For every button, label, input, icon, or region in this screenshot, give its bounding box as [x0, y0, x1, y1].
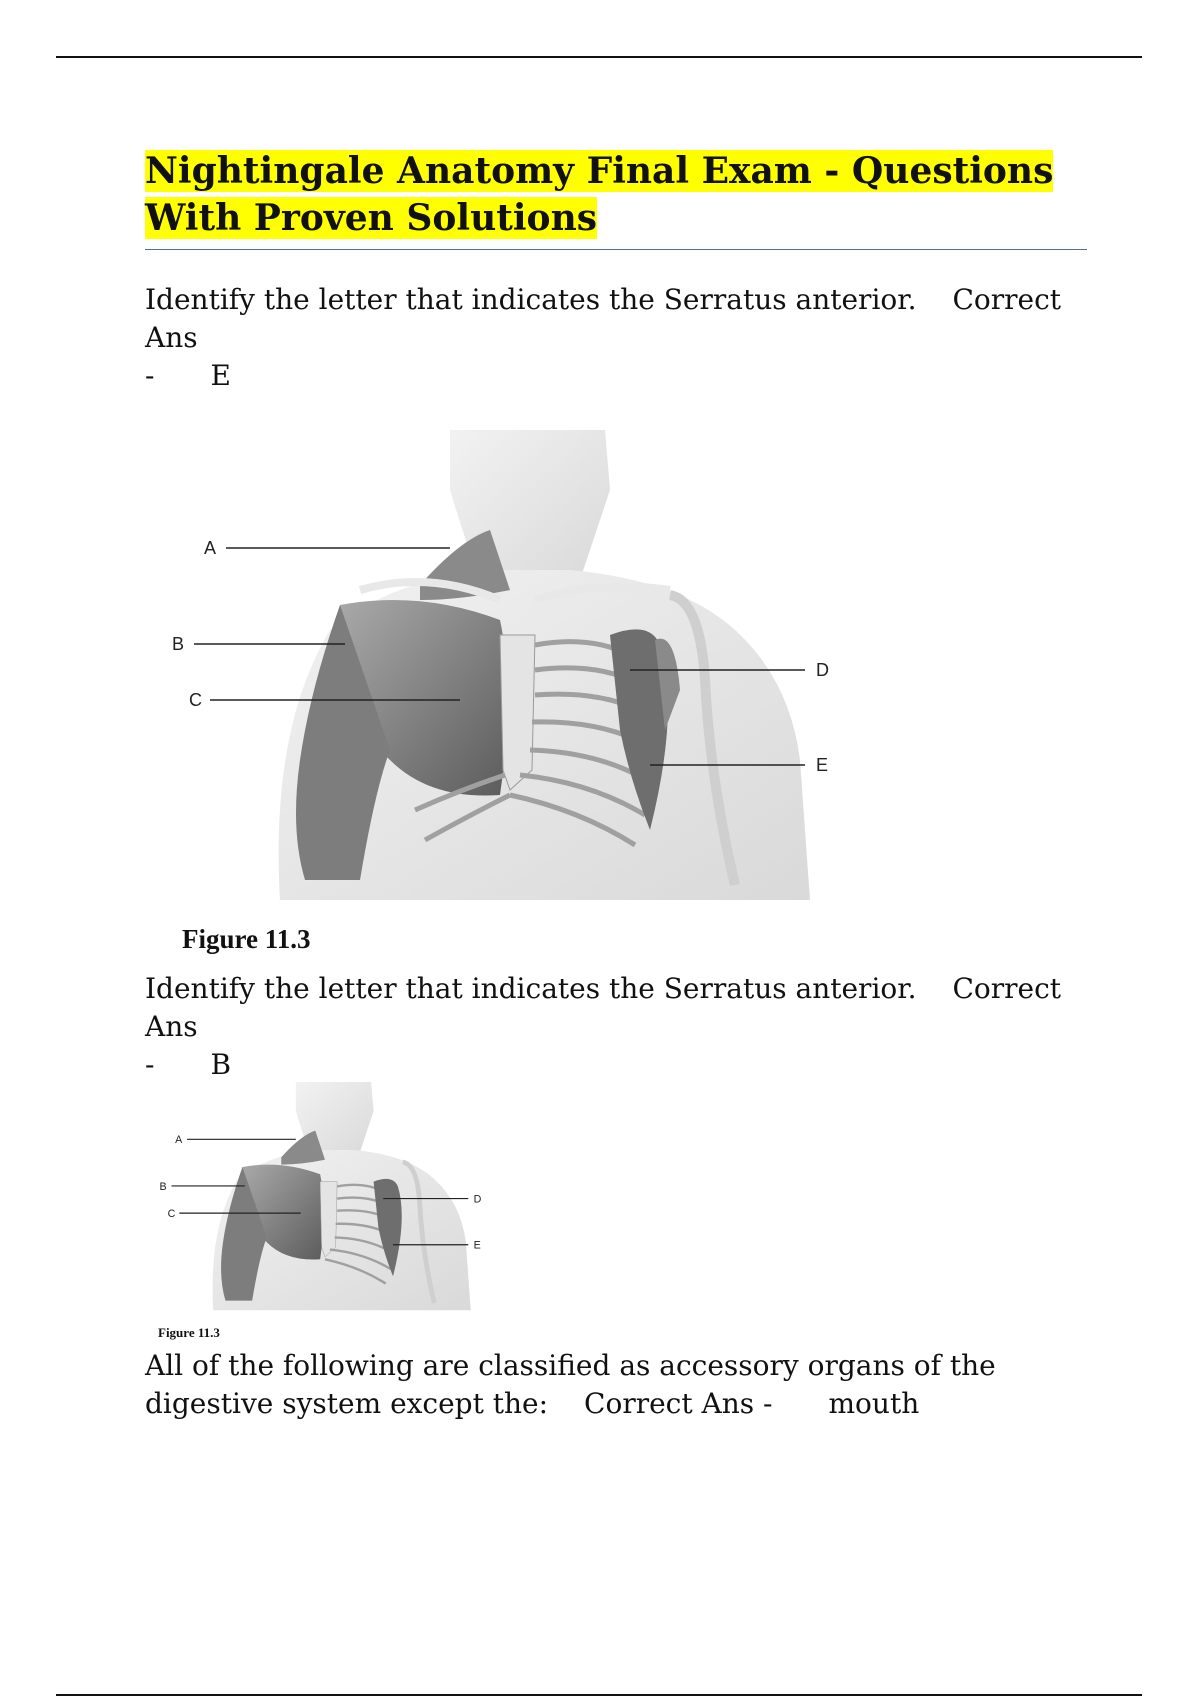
answer-dash: - [763, 1387, 773, 1420]
label-d: D [816, 660, 829, 680]
question-text: Identify the letter that indicates the Serratus anterior. [145, 972, 917, 1005]
label-c: C [167, 1208, 176, 1221]
label-a: A [175, 1134, 183, 1147]
question-text: All of the following are classified as accessory organs of the digestive system except the: [145, 1349, 996, 1420]
label-d: D [473, 1193, 482, 1206]
page-title: Nightingale Anatomy Final Exam - Questions With Proven Solutions [145, 150, 1054, 239]
label-e: E [816, 755, 829, 775]
label-a: A [203, 538, 216, 558]
top-rule [56, 56, 1142, 58]
sternum [320, 1182, 337, 1257]
anatomy-figure-large [160, 430, 860, 920]
anatomy-figure-small [155, 1082, 495, 1320]
answer-dash: - [145, 359, 155, 392]
answer-prefix: Correct Ans [584, 1387, 755, 1420]
label-e: E [473, 1239, 481, 1252]
question-text: Identify the letter that indicates the Serratus anterior. [145, 283, 917, 316]
bottom-rule [56, 1694, 1142, 1696]
answer-dash: - [145, 1048, 155, 1081]
question-1 [145, 281, 1090, 395]
question-2 [145, 970, 1090, 1084]
answer-prefix: Correct Ans [145, 972, 1062, 1043]
answer-text: B [210, 1048, 232, 1081]
figure-caption: Figure 11.3 [158, 1325, 220, 1340]
answer-prefix: Correct Ans [145, 283, 1062, 354]
label-c: C [189, 690, 202, 710]
label-b: B [171, 634, 184, 654]
answer-text: mouth [828, 1387, 920, 1420]
figure-caption: Figure 11.3 [182, 924, 311, 954]
question-3 [145, 1347, 1090, 1423]
answer-text: E [210, 359, 231, 392]
title-divider [145, 249, 1087, 250]
sternum [500, 635, 535, 790]
label-b: B [159, 1180, 167, 1193]
